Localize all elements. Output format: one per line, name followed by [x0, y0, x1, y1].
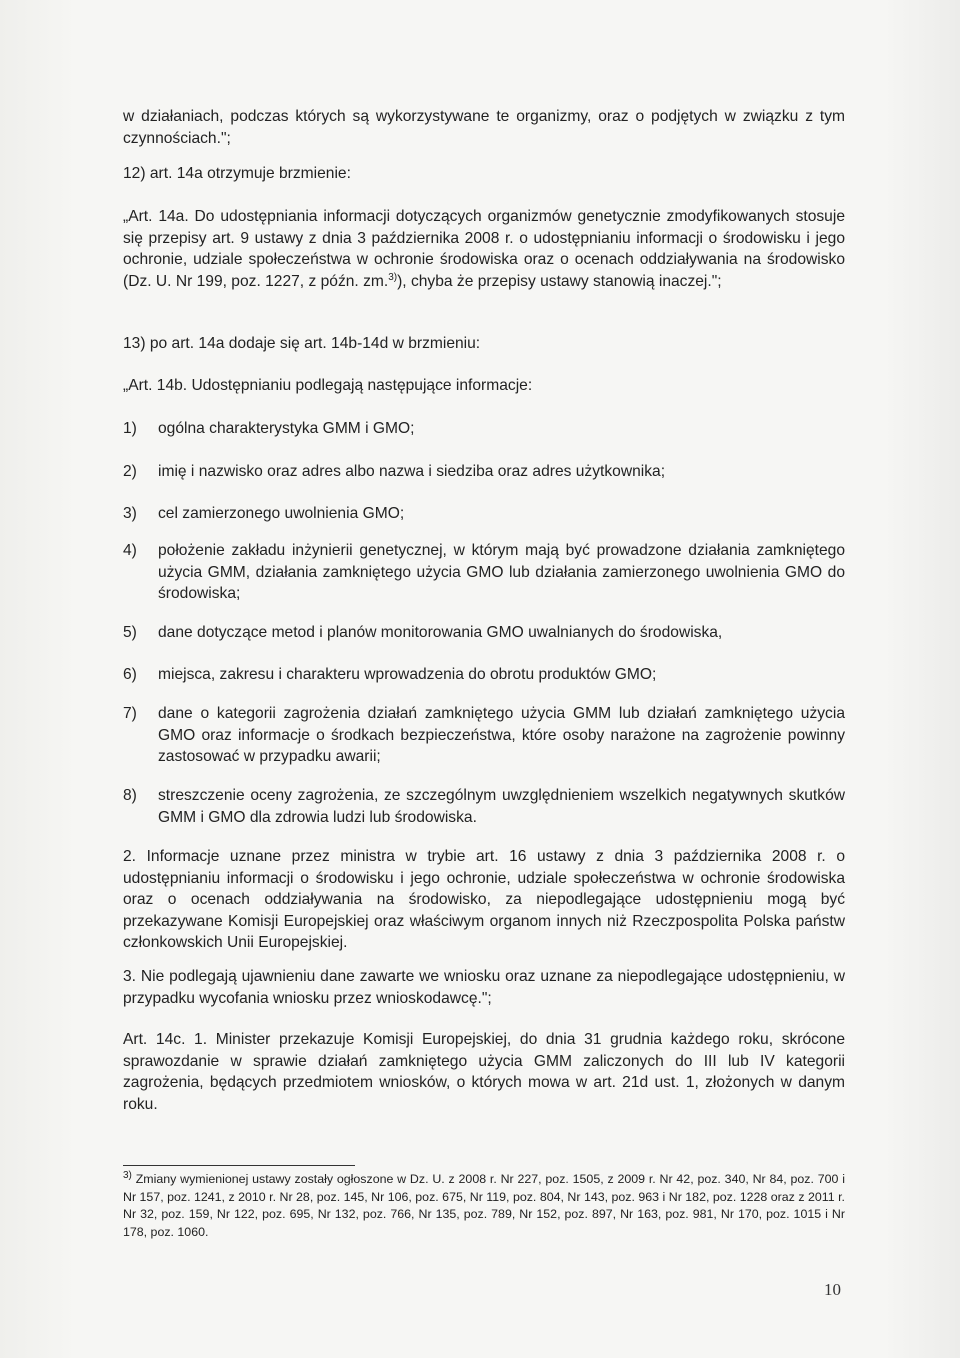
list-item-text: miejsca, zakresu i charakteru wprowadzenia do obrotu produktów GMO;	[158, 666, 657, 683]
list-item-number: 6)	[123, 666, 137, 683]
paragraph-3	[123, 966, 845, 1009]
list-item	[123, 540, 845, 605]
list-item	[123, 622, 845, 644]
intro-paragraph	[123, 106, 845, 149]
list-item-number: 3)	[123, 505, 137, 522]
art-14a-paragraph	[123, 206, 845, 292]
point-13-text: 13) po art. 14a dodaje się art. 14b-14d w brzmieniu:	[123, 335, 481, 352]
list-item-text: imię i nazwisko oraz adres albo nazwa i siedziba oraz adres użytkownika;	[158, 463, 666, 480]
page-number: 10	[824, 1280, 841, 1299]
list-item	[123, 785, 845, 828]
art-14b-heading	[123, 375, 845, 397]
intro-text: w działaniach, podczas których są wykorzystywane te organizmy, oraz o podjętych w związku z tym czynnościach.";	[123, 108, 845, 147]
list-item	[123, 461, 845, 483]
footnote-text: Zmiany wymienionej ustawy zostały ogłoszone w Dz. U. z 2008 r. Nr 227, poz. 1505, z 2009 r. Nr 42, poz. 340, Nr 84, poz. 700 i Nr 157, poz. 1241, z 2010 r. Nr 28, poz. 145, Nr 106, poz. 675, Nr 119, poz. 804, Nr 143, poz. 963 i Nr 182, poz. 1228 oraz z 2011 r. Nr 32, poz. 159, Nr 122, poz. 695, Nr 132, poz. 766, Nr 135, poz. 789, Nr 152, poz. 897, Nr 163, poz. 981, Nr 170, poz. 1015 i Nr 178, poz. 1060.	[123, 1172, 845, 1239]
list-item-number: 4)	[123, 542, 137, 559]
art-14c-paragraph	[123, 1029, 845, 1115]
list-item	[123, 664, 845, 686]
list-item-text: położenie zakładu inżynierii genetycznej, w którym mają być prowadzone działania zamkniętego użycia GMM, działania zamkniętego użycia GMO lub działania zamierzonego uwolnienia GMO do środowiska;	[158, 542, 845, 602]
list-item-text: streszczenie oceny zagrożenia, ze szczególnym uwzględnieniem wszelkich negatywnych skutków GMM i GMO dla zdrowia ludzi lub środowiska.	[158, 787, 845, 826]
footnote-mark: 3)	[123, 1169, 132, 1181]
footnote-reference: 3)	[388, 271, 398, 283]
art-14b-text: „Art. 14b. Udostępnianiu podlegają następujące informacje:	[123, 377, 533, 394]
point-12	[123, 163, 845, 185]
paragraph-2	[123, 846, 845, 954]
list-item-text: dane o kategorii zagrożenia działań zamkniętego użycia GMM lub działań zamkniętego użycia GMO oraz informacje o środkach bezpieczeństwa, które osoby narażone na zagrożenie powinny zastosować w przypadku awarii;	[158, 705, 845, 765]
point-13	[123, 333, 845, 355]
list-item-number: 8)	[123, 787, 137, 804]
list-item-text: ogólna charakterystyka GMM i GMO;	[158, 420, 415, 437]
list-item-text: cel zamierzonego uwolnienia GMO;	[158, 505, 405, 522]
art-14c-text: Art. 14c. 1. Minister przekazuje Komisji Europejskiej, do dnia 31 grudnia każdego roku, skrócone sprawozdanie w sprawie działań zamkniętego użycia GMM zaliczonych do III lub IV kategorii zagrożenia, będących przedmiotem wniosków, o których mowa w art. 21d ust. 1, złożonych w danym roku.	[123, 1031, 845, 1113]
paragraph-2-text: 2. Informacje uznane przez ministra w trybie art. 16 ustawy z dnia 3 października 2008 r. o udostępnianiu informacji o środowisku i jego ochronie, udziale społeczeństwa w ochronie środowiska oraz o ocenach oddziaływania na środowisko, za niepodlegające udostępnieniu mogą być przekazywane Komisji Europejskiej oraz właściwym organom innych niż Rzeczpospolita Polska państw członkowskich Unii Europejskiej.	[123, 848, 845, 951]
point-12-text: 12) art. 14a otrzymuje brzmienie:	[123, 165, 351, 182]
list-item-number: 7)	[123, 705, 137, 722]
list-item-number: 5)	[123, 624, 137, 641]
art-14a-text: „Art. 14a. Do udostępniania informacji dotyczących organizmów genetycznie zmodyfikowanych stosuje się przepisy art. 9 ustawy z dnia 3 października 2008 r. o udostępnianiu informacji o środowisku i jego ochronie, udziale społeczeństwa w ochronie środowiska oraz o ocenach oddziaływania na środowisko (Dz. U. Nr 199, poz. 1227, z późn. zm.$^{3)}$), chyba że przepisy ustawy stanowią inaczej.";	[123, 208, 845, 290]
list-item	[123, 703, 845, 768]
footnote	[123, 1171, 845, 1241]
list-item	[123, 503, 845, 525]
paragraph-3-text: 3. Nie podlegają ujawnieniu dane zawarte we wniosku oraz uznane za niepodlegające udostępnieniu, w przypadku wycofania wniosku przez wnioskodawcę.";	[123, 968, 845, 1007]
list-item-number: 1)	[123, 420, 137, 437]
footnote-divider	[123, 1165, 355, 1166]
list-item-number: 2)	[123, 463, 137, 480]
list-item-text: dane dotyczące metod i planów monitorowania GMO uwalnianych do środowiska,	[158, 624, 723, 641]
list-item	[123, 418, 845, 440]
